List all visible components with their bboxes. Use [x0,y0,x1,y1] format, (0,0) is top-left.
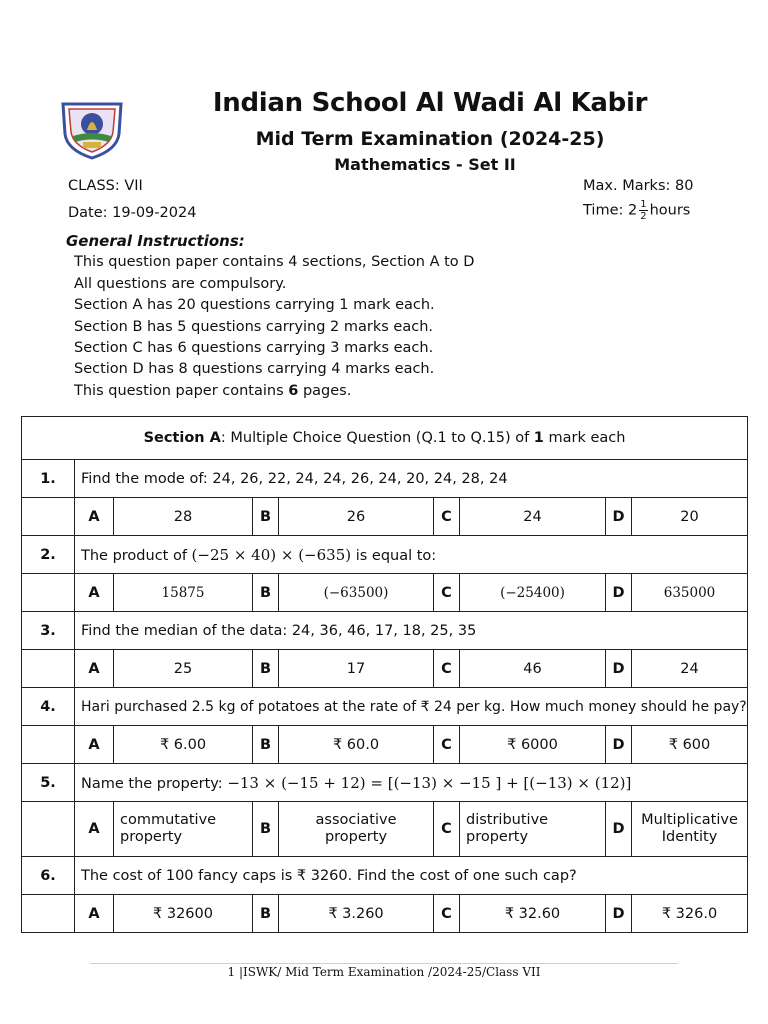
option-line: property [466,829,529,845]
option-line: Identity [661,829,718,845]
option-value: ₹ 600 [632,726,748,764]
option-line: property [324,829,388,845]
options-row [22,650,748,688]
exam-time [583,199,690,222]
option-value: (−63500) [279,574,434,612]
class-label: CLASS: VII [68,178,143,194]
option-value: ₹ 3.260 [279,895,434,933]
question-number: 2. [22,536,75,574]
option-value: 46 [460,650,606,688]
section-marks: 1 [533,430,544,446]
time-denominator: 2 [640,211,647,222]
pages-text: This question paper contains [74,383,289,399]
option-letter: D [606,574,632,612]
option-letter: A [75,802,114,857]
instruction-line: This question paper contains 4 sections, Section A to D [74,254,475,270]
option-line: distributive [466,812,549,828]
option-letter: A [75,498,114,536]
option-value: ₹ 60.0 [279,726,434,764]
question-text: Find the median of the data: 24, 36, 46, 17, 18, 25, 35 [75,612,748,650]
section-desc: : Multiple Choice Question (Q.1 to Q.15) of [220,430,534,446]
option-letter: B [253,726,279,764]
option-line: commutative [120,812,217,828]
options-row [22,802,748,857]
question-row [22,612,748,650]
question-number: 1. [22,460,75,498]
subject-title: Mathematics - Set II [334,155,516,174]
question-row [22,688,748,726]
option-value: 26 [279,498,434,536]
question-text-pre: Name the property: [81,775,228,792]
option-letter: D [606,895,632,933]
option-value: 17 [279,650,434,688]
option-letter: C [434,498,460,536]
exam-title: Mid Term Examination (2024-25) [255,128,605,150]
time-prefix: Time: 2 [583,202,638,219]
option-value: 28 [114,498,253,536]
option-value: ₹ 32600 [114,895,253,933]
blank-cell [22,895,75,933]
question-text: The cost of 100 fancy caps is ₹ 3260. Find the cost of one such cap? [75,857,748,895]
blank-cell [22,802,75,857]
question-math: −13 × (−15 + 12) = [(−13) × −15 ] + [(−13) × (12)] [227,773,632,792]
question-number: 6. [22,857,75,895]
option-line: property [120,829,183,845]
option-value: 25 [114,650,253,688]
question-row [22,460,748,498]
options-row [22,498,748,536]
school-name: Indian School Al Wadi Al Kabir [212,88,648,118]
question-text [75,764,748,802]
option-letter: C [434,726,460,764]
option-value: ₹ 32.60 [460,895,606,933]
options-row [22,726,748,764]
footer-divider [90,963,678,964]
option-value: ₹ 6.00 [114,726,253,764]
option-letter: D [606,802,632,857]
instructions-title [66,232,245,250]
option-value: 15875 [114,574,253,612]
option-value: (−25400) [460,574,606,612]
question-text-pre: The product of [81,547,192,564]
option-value [279,802,434,857]
section-name: Section A [143,430,221,446]
question-row [22,536,748,574]
instruction-line: All questions are compulsory. [74,276,287,292]
page-footer: 1 |ISWK/ Mid Term Examination /2024-25/Class VII [227,965,541,979]
option-letter: D [606,726,632,764]
section-tail: mark each [543,430,626,446]
options-row [22,895,748,933]
instruction-line: Section D has 8 questions carrying 4 marks each. [74,361,435,377]
option-letter: C [434,650,460,688]
option-letter: B [253,895,279,933]
question-text: Hari purchased 2.5 kg of potatoes at the rate of ₹ 24 per kg. How much money should he pay? [75,688,748,726]
option-letter: B [253,650,279,688]
option-value: ₹ 326.0 [632,895,748,933]
options-row [22,574,748,612]
option-letter: C [434,574,460,612]
instruction-line: Section B has 5 questions carrying 2 marks each. [74,319,434,335]
option-letter: D [606,498,632,536]
option-line: Multiplicative [641,812,738,828]
option-letter: C [434,802,460,857]
option-value: 24 [632,650,748,688]
question-text-post: is equal to: [351,547,437,564]
option-letter: B [253,802,279,857]
question-text: Find the mode of: 24, 26, 22, 24, 24, 26, 24, 20, 24, 28, 24 [75,460,748,498]
school-logo [59,100,125,160]
option-letter: A [75,650,114,688]
blank-cell [22,574,75,612]
section-header-row [22,417,748,460]
questions-table [21,416,748,933]
question-number: 5. [22,764,75,802]
max-marks: Max. Marks: 80 [583,178,694,194]
option-value: 24 [460,498,606,536]
blank-cell [22,650,75,688]
option-value [632,802,748,857]
question-text [75,536,748,574]
exam-date: Date: 19-09-2024 [68,205,197,221]
instructions-title-text: General Instructions [66,232,239,250]
blank-cell [22,498,75,536]
time-suffix: hours [649,202,691,219]
option-letter: D [606,650,632,688]
option-value [114,802,253,857]
option-letter: B [253,498,279,536]
option-value [460,802,606,857]
option-value: 635000 [632,574,748,612]
question-row [22,764,748,802]
blank-cell [22,726,75,764]
option-letter: A [75,895,114,933]
pages-text-end: pages. [298,383,352,399]
option-letter: A [75,574,114,612]
instruction-line [74,383,351,399]
question-math: (−25 × 40) × (−635) [191,545,352,564]
option-value: 20 [632,498,748,536]
time-fraction [639,199,647,222]
question-row [22,857,748,895]
instruction-line: Section A has 20 questions carrying 1 mark each. [74,297,435,313]
instructions-title-colon: : [238,232,245,250]
option-letter: C [434,895,460,933]
pages-count: 6 [288,383,299,399]
option-line: associative [315,812,397,828]
instruction-line: Section C has 6 questions carrying 3 marks each. [74,340,434,356]
option-value: ₹ 6000 [460,726,606,764]
time-numerator: 1 [640,199,647,210]
section-header [22,417,748,460]
question-number: 4. [22,688,75,726]
option-letter: A [75,726,114,764]
question-number: 3. [22,612,75,650]
option-letter: B [253,574,279,612]
